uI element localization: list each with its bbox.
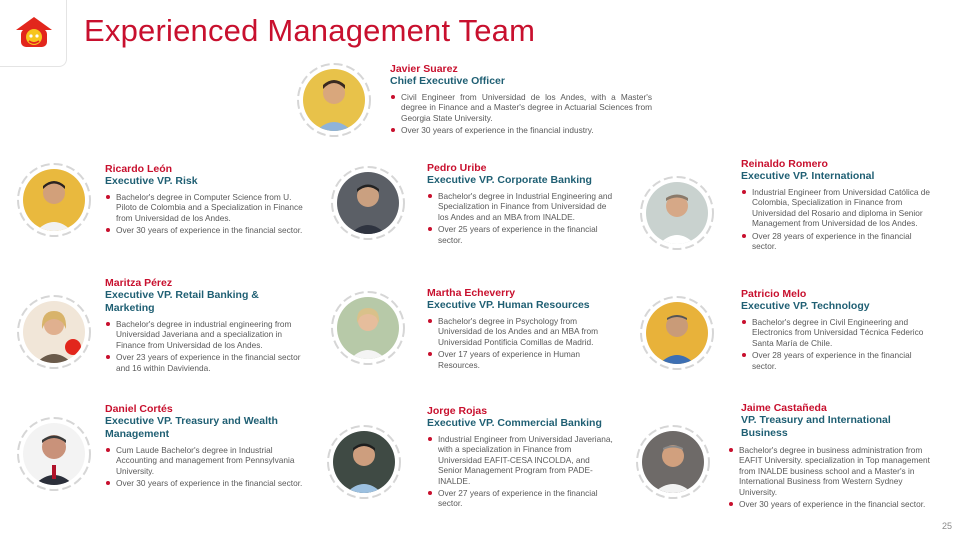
executive-card-technology [741,288,935,373]
executive-photo-retail [17,295,91,369]
executive-card-international [741,158,933,253]
page-number: 25 [941,521,952,531]
person-portrait-icon [17,163,91,237]
executive-name: Jorge Rojas [427,405,488,417]
executive-photo-technology [640,296,714,370]
executive-role: Executive VP. Technology [741,300,870,312]
executive-photo-international [640,176,714,250]
executive-name: Javier Suarez [390,63,458,75]
bio-bullet: Bachelor's degree in Industrial Engineering and Specialization in Finance from Universidad de los Andes and an MBA from INALDE. [427,191,613,222]
person-portrait-icon [17,295,91,369]
bio-bullet: Cum Laude Bachelor's degree in Industrial Accounting and management from Pennsylvania University. [105,445,305,476]
executive-photo-ceo [297,63,371,137]
bio-bullet: Over 27 years of experience in the financial sector. [427,488,615,509]
executive-card-hr [427,287,613,372]
person-portrait-icon [331,291,405,365]
bio-bullet: Civil Engineer from Universidad de los Andes, with a Master's degree in Finance and a Master's degree in Actuarial Sciences from Georgia State University. [390,92,652,123]
executive-card-corporate [427,162,613,247]
executive-role: Chief Executive Officer [390,75,505,87]
executive-role: Executive VP. Human Resources [427,299,590,311]
executive-role: Executive VP. Retail Banking & Marketing [105,289,259,314]
bio-bullet: Over 17 years of experience in Human Resources. [427,349,613,370]
executive-photo-corporate [331,166,405,240]
house-logo-icon [14,14,54,50]
executive-name: Patricio Melo [741,288,807,300]
person-portrait-icon [640,296,714,370]
bio-bullet: Bachelor's degree in Computer Science from U. Piloto de Colombia and a Specialization in Finance from Universidad de los Andes. [105,192,311,223]
bio-bullet: Bachelor's degree in business administration from EAFIT University. specialization in Top management from INALDE business school and a Master's in International Business from Western Sydney University. [728,445,938,497]
executive-name: Martha Echeverry [427,287,516,299]
bio-bullet: Over 25 years of experience in the financial sector. [427,224,613,245]
bio-bullet: Bachelor's degree in Civil Engineering and Electronics from Universidad Técnica Federico Santa María de Chile. [741,317,935,348]
executive-name: Pedro Uribe [427,162,487,174]
executive-role: Executive VP. International [741,170,875,182]
person-portrait-icon [640,176,714,250]
bio-bullet: Over 28 years of experience in the financial sector. [741,350,935,371]
bio-bullet: Over 30 years of experience in the financial sector. [105,225,311,235]
executive-photo-hr [331,291,405,365]
executive-card-ceo [390,63,652,138]
executive-name: Reinaldo Romero [741,158,828,170]
page-title: Experienced Management Team [84,13,536,48]
executive-role: VP. Treasury and International Business [741,414,891,439]
bio-bullet: Over 30 years of experience in the financial industry. [390,125,652,135]
bio-bullet: Bachelor's degree in Psychology from Universidad de los Andes and an MBA from Universidad Pontificia Comillas de Madrid. [427,316,613,347]
bio-bullet: Over 30 years of experience in the financial sector. [105,478,305,488]
executive-name: Jaime Castañeda [741,402,827,414]
bio-bullet: Industrial Engineer from Universidad Javeriana, with a specialization in Finance from Universidad EAFIT-CESA INCOLDA, and Senior Management Program from PADE-INALDE. [427,434,615,486]
person-portrait-icon [636,425,710,499]
person-portrait-icon [331,166,405,240]
bio-bullet: Over 30 years of experience in the financial sector. [728,499,938,509]
bio-bullet: Industrial Engineer from Universidad Católica de Colombia, Specialization in Finance from Universidad del Rosario and diploma in Senior Management from Universidad de los Andes. [741,187,933,229]
executive-card-risk [105,163,311,238]
executive-card-commercial [427,405,615,511]
executive-photo-risk [17,163,91,237]
executive-card-treasury-wealth [105,403,305,491]
executive-role: Executive VP. Corporate Banking [427,174,592,186]
bio-bullet: Over 28 years of experience in the financial sector. [741,231,933,252]
executive-role: Executive VP. Risk [105,175,198,187]
person-portrait-icon [297,63,371,137]
executive-card-retail [105,277,311,375]
executive-card-treasury-international [728,402,938,511]
person-portrait-icon [17,417,91,491]
person-portrait-icon [327,425,401,499]
executive-photo-treasury-international [636,425,710,499]
executive-photo-treasury-wealth [17,417,91,491]
executive-name: Maritza Pérez [105,277,173,289]
executive-name: Daniel Cortés [105,403,173,415]
executive-name: Ricardo León [105,163,173,175]
executive-role: Executive VP. Treasury and Wealth Management [105,415,278,440]
bio-bullet: Over 23 years of experience in the financial sector and 16 within Davivienda. [105,352,311,373]
bio-bullet: Bachelor's degree in industrial engineering from Universidad Javeriana and a specialization in Finance from Universidad de los Andes. [105,319,311,350]
logo-tab [0,0,67,67]
executive-role: Executive VP. Commercial Banking [427,417,602,429]
executive-photo-commercial [327,425,401,499]
